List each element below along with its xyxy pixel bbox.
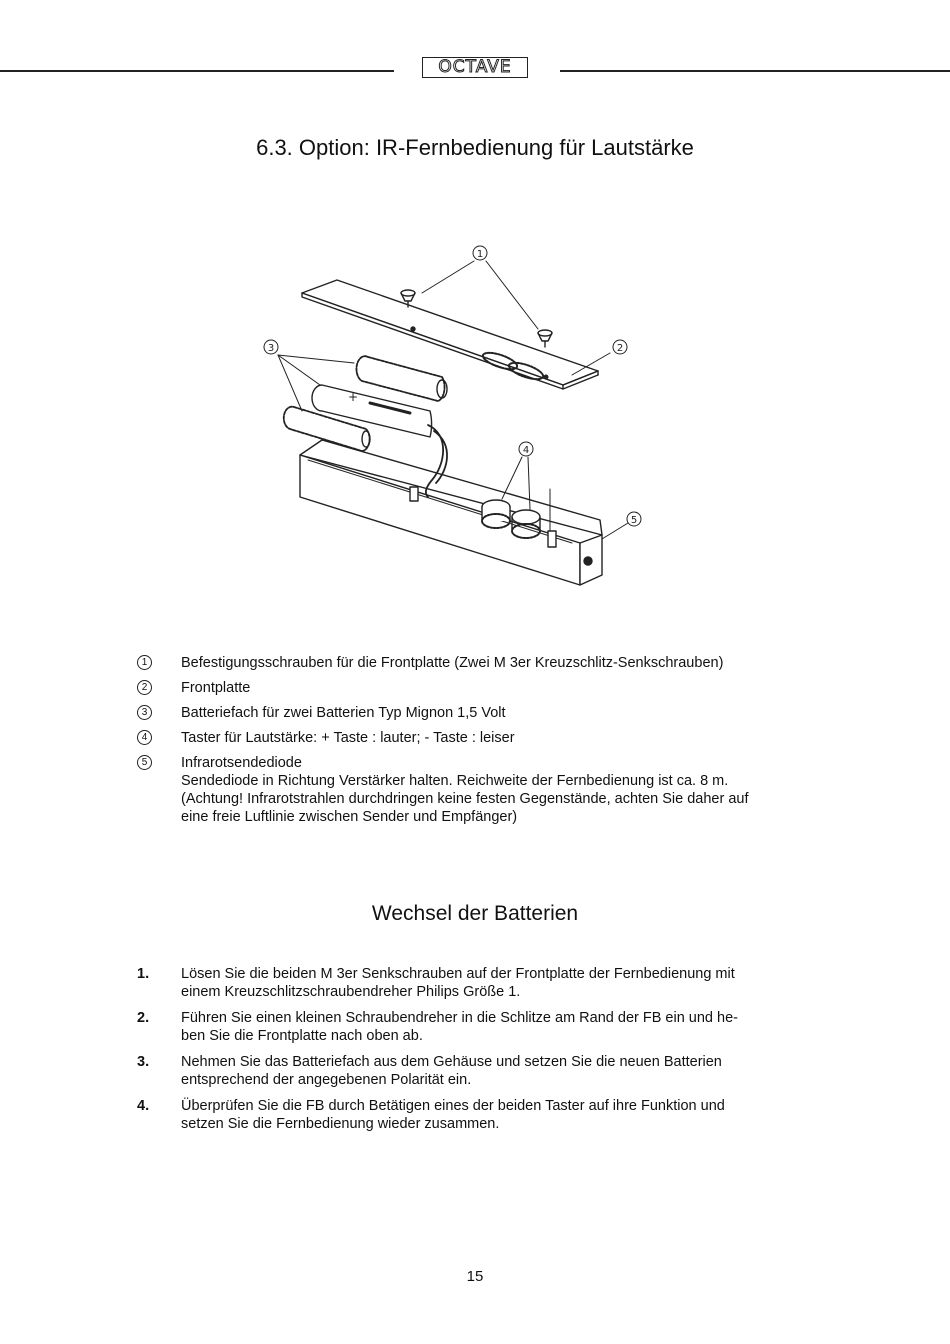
step-number: 2. xyxy=(137,1010,150,1026)
step-text xyxy=(181,965,735,1001)
legend-line: Befestigungsschrauben für die Frontplatte (Zwei M 3er Kreuzschlitz-Senkschrauben) xyxy=(181,655,724,671)
step-number: 1. xyxy=(137,966,150,982)
step-line: setzen Sie die Fernbedienung wieder zusammen. xyxy=(181,1116,500,1132)
subsection-title: Wechsel der Batterien xyxy=(371,902,579,925)
legend-marker: 3 xyxy=(137,705,152,720)
legend-text xyxy=(181,754,748,826)
battery-change-steps xyxy=(137,965,827,1141)
step-line: ben Sie die Frontplatte nach oben ab. xyxy=(181,1028,423,1044)
section-title: 6.3. Option: IR-Fernbedienung für Lautstärke xyxy=(256,135,694,160)
step-line: entsprechend der angegebenen Polarität ein. xyxy=(181,1072,472,1088)
legend-line: (Achtung! Infrarotstrahlen durchdringen keine festen Gegenstände, achten Sie daher auf xyxy=(181,791,749,807)
step-text xyxy=(181,1097,725,1133)
front-plate-drawing xyxy=(302,280,598,389)
legend-marker: 5 xyxy=(137,755,152,770)
legend-line: eine freie Luftlinie zwischen Sender und Empfänger) xyxy=(181,809,518,825)
legend-text xyxy=(181,654,723,672)
step-item xyxy=(137,965,827,1001)
legend-text xyxy=(181,729,515,747)
legend-item xyxy=(137,654,827,672)
legend-marker: 1 xyxy=(137,655,152,670)
step-item xyxy=(137,1009,827,1045)
legend-marker: 4 xyxy=(137,730,152,745)
legend-marker: 2 xyxy=(137,680,152,695)
step-number: 4. xyxy=(137,1098,150,1114)
step-item xyxy=(137,1097,827,1133)
callout-3: 3 xyxy=(267,343,275,354)
step-line: Führen Sie einen kleinen Schraubendreher in die Schlitze am Rand der FB ein und he- xyxy=(181,1010,738,1026)
legend-item xyxy=(137,704,827,722)
callout-2: 2 xyxy=(616,343,624,354)
legend-line: Sendediode in Richtung Verstärker halten. Reichweite der Fernbedienung ist ca. 8 m. xyxy=(181,773,729,789)
step-number: 3. xyxy=(137,1054,150,1070)
legend-line: Batteriefach für zwei Batterien Typ Mignon 1,5 Volt xyxy=(181,705,506,721)
logo-text: OCTAVE xyxy=(438,57,512,77)
step-line: Überprüfen Sie die FB durch Betätigen eines der beiden Taster auf ihre Funktion und xyxy=(181,1098,725,1114)
step-line: einem Kreuzschlitzschraubendreher Philips Größe 1. xyxy=(181,984,521,1000)
step-text xyxy=(181,1053,722,1089)
parts-legend xyxy=(137,654,827,833)
header-rule-left xyxy=(0,70,394,72)
legend-item xyxy=(137,754,827,826)
legend-text xyxy=(181,679,250,697)
step-item xyxy=(137,1053,827,1089)
legend-text xyxy=(181,704,506,722)
housing-drawing xyxy=(300,440,602,585)
legend-line: Infrarotsendediode xyxy=(181,755,302,771)
step-text xyxy=(181,1009,738,1045)
callout-1: 1 xyxy=(476,249,484,260)
page-number: 15 xyxy=(466,1268,484,1285)
step-line: Lösen Sie die beiden M 3er Senkschrauben auf der Frontplatte der Fernbedienung mit xyxy=(181,966,735,982)
callout-4: 4 xyxy=(522,445,530,456)
battery-top-drawing xyxy=(356,356,447,401)
legend-line: Frontplatte xyxy=(181,680,251,696)
header-rule-right xyxy=(560,70,950,72)
callout-5: 5 xyxy=(630,515,638,526)
legend-line: Taster für Lautstärke: + Taste : lauter; - Taste : leiser xyxy=(181,730,515,746)
svg-text:+: + xyxy=(348,390,359,404)
legend-item xyxy=(137,679,827,697)
legend-item xyxy=(137,729,827,747)
screw-right-drawing xyxy=(538,330,552,347)
octave-logo xyxy=(422,57,528,78)
step-line: Nehmen Sie das Batteriefach aus dem Gehäuse und setzen Sie die neuen Batterien xyxy=(181,1054,722,1070)
remote-control-exploded-diagram xyxy=(250,225,650,595)
